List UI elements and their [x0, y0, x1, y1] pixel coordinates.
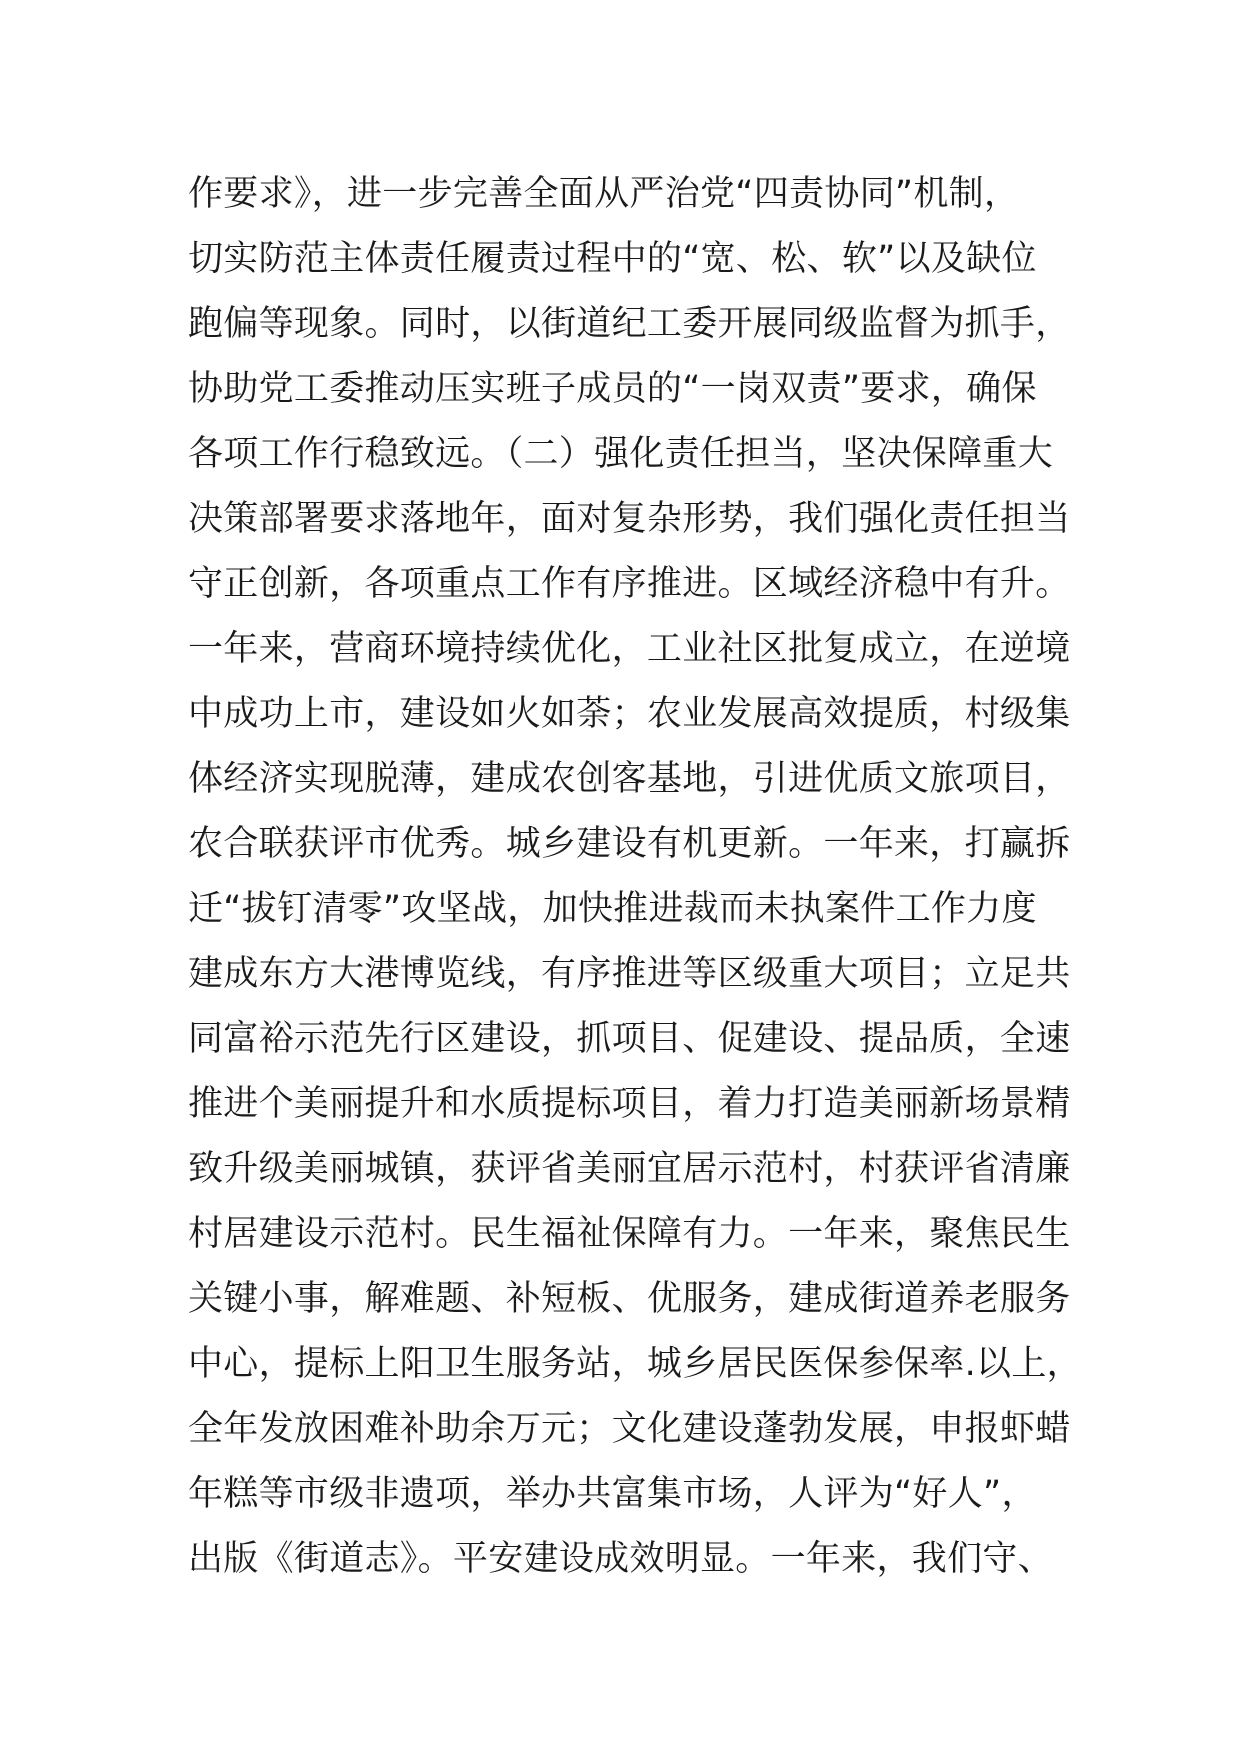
text-line: 出版《街道志》。平安建设成效明显。一年来，我们守、	[188, 1539, 1054, 1579]
text-line: 中成功上市，建设如火如荼；农业发展高效提质，村级集	[188, 694, 1071, 734]
text-line: 跑偏等现象。同时，以街道纪工委开展同级监督为抓手，	[188, 304, 1071, 344]
text-line: 推进个美丽提升和水质提标项目，着力打造美丽新场景精	[188, 1084, 1071, 1124]
text-line: 守正创新，各项重点工作有序推进。区域经济稳中有升。	[188, 564, 1071, 604]
text-line: 年糕等市级非遗项，举办共富集市场，人评为“好人”，	[188, 1474, 1037, 1514]
text-line: 建成东方大港博览线，有序推进等区级重大项目；立足共	[188, 954, 1071, 994]
text-line: 农合联获评市优秀。城乡建设有机更新。一年来，打赢拆	[188, 824, 1071, 864]
text-line: 体经济实现脱薄，建成农创客基地，引进优质文旅项目，	[188, 759, 1071, 799]
text-line: 中心，提标上阳卫生服务站，城乡居民医保参保率.以上，	[188, 1344, 1082, 1384]
text-line: 切实防范主体责任履责过程中的“宽、松、软”以及缺位	[188, 239, 1037, 279]
text-line: 协助党工委推动压实班子成员的“一岗双责”要求，确保	[188, 369, 1037, 409]
text-line: 作要求》，进一步完善全面从严治党“四责协同”机制，	[188, 174, 1020, 214]
text-line: 全年发放困难补助余万元；文化建设蓬勃发展，申报虾蜡	[188, 1409, 1071, 1449]
text-line: 一年来，营商环境持续优化，工业社区批复成立，在逆境	[188, 629, 1071, 669]
text-line: 村居建设示范村。民生福祉保障有力。一年来，聚焦民生	[188, 1214, 1071, 1254]
text-line: 迁“拔钉清零”攻坚战，加快推进裁而未执案件工作力度	[188, 889, 1037, 929]
text-line: 决策部署要求落地年，面对复杂形势，我们强化责任担当	[188, 499, 1071, 539]
text-line: 致升级美丽城镇，获评省美丽宜居示范村，村获评省清廉	[188, 1149, 1071, 1189]
text-line: 各项工作行稳致远。（二）强化责任担当，坚决保障重大	[188, 434, 1054, 474]
text-line: 关键小事，解难题、补短板、优服务，建成街道养老服务	[188, 1279, 1071, 1319]
text-line: 同富裕示范先行区建设，抓项目、促建设、提品质，全速	[188, 1019, 1071, 1059]
body-text	[188, 162, 1088, 1592]
